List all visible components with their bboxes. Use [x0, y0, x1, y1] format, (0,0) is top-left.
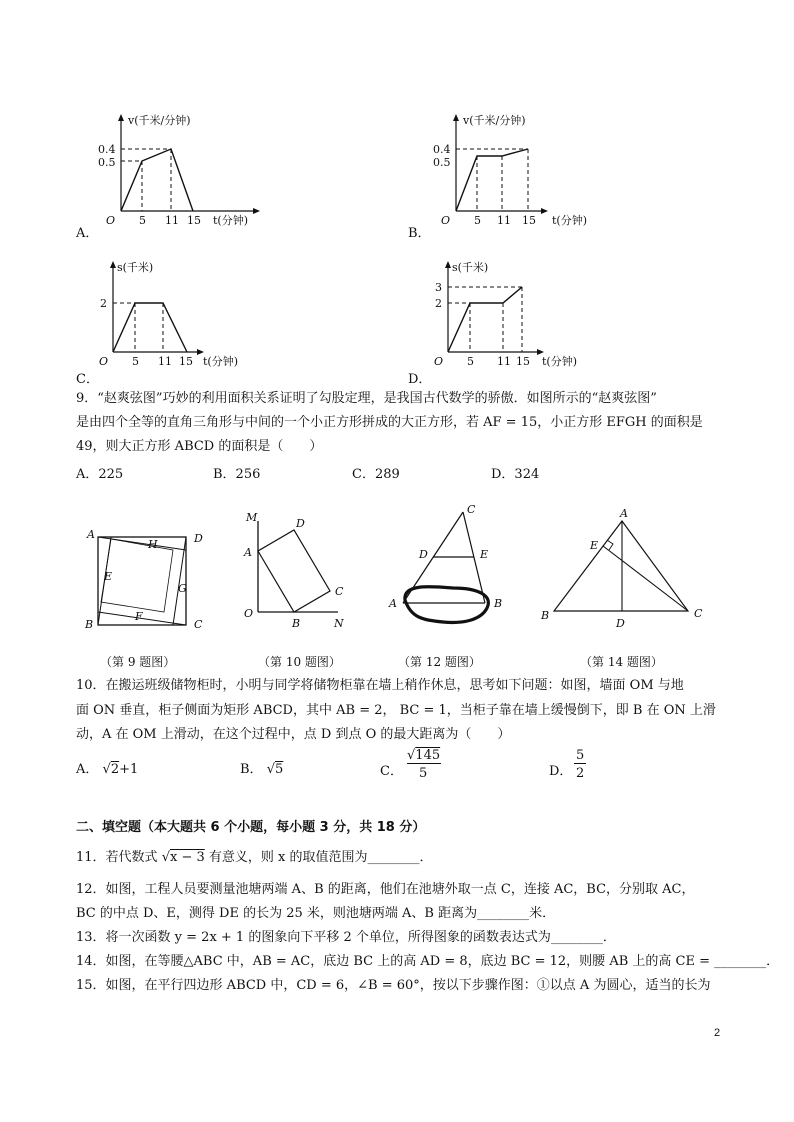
graph-a-x-label: t(分钟) [213, 214, 249, 226]
graph-b-ytick-1: 0.4 [433, 143, 451, 156]
q10-option-d-numerator: 5 [576, 748, 585, 763]
q10-option-d-prefix: D． [549, 764, 573, 779]
graph-d-origin: O [434, 355, 444, 368]
graph-b-letter[interactable]: B． [408, 226, 431, 241]
q9-line-2: 是由四个全等的直角三角形与中间的一个小正方形拼成的大正方形，若 AF = 15，小正方形 EFGH 的面积是 [76, 415, 703, 430]
graph-c-origin: O [99, 355, 109, 368]
figure-10 [238, 505, 358, 635]
q9-option-a[interactable]: A．225 [76, 467, 124, 482]
q11 [76, 849, 433, 867]
fig12-label-b: B [494, 597, 503, 610]
figure-9-caption: （第 9 题图） [100, 655, 176, 669]
q9-option-c[interactable]: C．289 [352, 467, 400, 482]
fig9-label-b: B [85, 618, 94, 631]
graph-d-x-label: t(分钟) [542, 355, 578, 368]
sqrt-symbol: √ [407, 748, 416, 763]
fig10-label-d: D [296, 517, 305, 530]
q14-line-1: 14．如图，在等腰△ABC 中，AB = AC，底边 BC 上的高 AD = 8，底边 BC = 12，则腰 AB 上的高 CE = ________． [76, 954, 780, 969]
q10-option-a-tail: +1 [119, 762, 139, 777]
figure-14-caption: （第 14 题图） [580, 655, 663, 669]
sqrt-symbol: √ [266, 762, 275, 777]
graph-c-xtick-1: 5 [132, 355, 139, 368]
figure-12 [383, 500, 513, 635]
fraction-bar [407, 763, 441, 764]
fig14-label-c: C [694, 607, 703, 620]
q11-post: 有意义，则 x 的取值范围为________． [208, 850, 433, 865]
fig9-label-e: E [104, 570, 113, 583]
graph-a-xtick-3: 15 [187, 214, 201, 226]
graph-a-letter[interactable]: A． [76, 226, 99, 241]
fig10-label-b: B [292, 617, 301, 630]
q10-option-a-radicand: 2 [110, 762, 120, 777]
graph-d [430, 255, 605, 370]
fig14-label-e: E [590, 539, 599, 552]
graph-a-xtick-2: 11 [165, 214, 179, 226]
graph-a-y-label: v(千米/分钟) [128, 114, 191, 127]
fig10-label-m: M [246, 511, 258, 524]
figure-10-caption: （第 10 题图） [258, 655, 341, 669]
graph-b-xtick-3: 15 [522, 214, 536, 226]
q10-option-a[interactable] [76, 758, 138, 777]
fig12-label-e: E [480, 548, 489, 561]
graph-c-ytick-1: 2 [100, 297, 107, 310]
fig14-label-a: A [620, 507, 628, 520]
q10-option-b[interactable] [240, 758, 283, 777]
fig9-label-h: H [148, 538, 158, 551]
graph-b-ytick-2: 0.5 [433, 156, 451, 169]
q12-line-2: BC 的中点 D、E，测得 DE 的长为 25 米，则池塘两端 A、B 距离为________米． [76, 906, 556, 921]
q9-line-3: 49，则大正方形 ABCD 的面积是（ ） [76, 439, 323, 454]
graph-b-x-label: t(分钟) [552, 214, 588, 226]
q10-option-b-radicand: 5 [275, 762, 284, 777]
figure-14 [538, 505, 713, 635]
figure-9 [80, 520, 215, 635]
graph-a-xtick-1: 5 [139, 214, 146, 226]
q9-line-1: 9．“赵爽弦图”巧妙的利用面积关系证明了勾股定理，是我国古代数学的骄傲．如图所示的“赵爽弦图” [76, 391, 657, 406]
q10-option-d-denominator: 2 [576, 766, 585, 781]
q9-option-d[interactable]: D．324 [491, 467, 540, 482]
fig9-label-c: C [194, 618, 203, 631]
graph-b-xtick-1: 5 [474, 214, 481, 226]
fig10-label-n: N [334, 617, 344, 630]
q9-option-b[interactable]: B．256 [213, 467, 261, 482]
fig14-label-d: D [616, 617, 625, 630]
q10-option-c-radicand: 145 [415, 748, 441, 763]
fig10-label-o: O [244, 607, 254, 620]
graph-d-ytick-2: 2 [435, 297, 442, 310]
graph-c-y-label: s(千米) [117, 261, 154, 274]
q11-pre: 11．若代数式 [76, 850, 158, 865]
page-number: 2 [714, 1027, 721, 1039]
graph-b-origin: O [441, 214, 451, 226]
graph-a-ytick-2: 0.5 [98, 156, 116, 169]
fig9-label-d: D [194, 532, 203, 545]
fig12-label-d: D [419, 548, 428, 561]
fig9-label-g: G [178, 582, 187, 595]
graph-b [430, 108, 600, 226]
fig10-label-a: A [244, 546, 252, 559]
fig10-label-c: C [335, 585, 344, 598]
q10-option-c-denominator: 5 [419, 766, 428, 781]
fig12-label-c: C [467, 503, 476, 516]
q10-option-c-numerator [407, 748, 440, 763]
sqrt-symbol: √ [161, 850, 170, 865]
sqrt-symbol: √ [102, 762, 111, 777]
q10-line-3: 动，A 在 OM 上滑动，在这个过程中，点 D 到点 O 的最大距离为（ ） [76, 727, 511, 742]
graph-d-xtick-2: 11 [497, 355, 511, 368]
graph-c-xtick-3: 15 [179, 355, 193, 368]
fig9-label-f: F [135, 610, 143, 623]
q13-line-1: 13．将一次函数 y = 2x + 1 的图象向下平移 2 个单位，所得图象的函数表达式为________． [76, 930, 616, 945]
graph-d-xtick-3: 15 [516, 355, 530, 368]
graph-c-xtick-2: 11 [158, 355, 172, 368]
graph-c-x-label: t(分钟) [203, 355, 239, 368]
q10-line-1: 10．在搬运班级储物柜时，小明与同学将储物柜靠在墙上稍作休息，思考如下问题：如图，墙面 OM 与地 [76, 678, 684, 693]
fraction-bar [574, 763, 586, 764]
q11-radicand: x − 3 [169, 850, 205, 865]
q15-line-1: 15．如图，在平行四边形 ABCD 中，CD = 6，∠B = 60°，按以下步骤作图：①以点 A 为圆心，适当的长为 [76, 978, 711, 993]
graph-a-ytick-1: 0.4 [98, 143, 116, 156]
section-2-title: 二、填空题（本大题共 6 个小题，每小题 3 分，共 18 分） [76, 820, 426, 835]
graph-d-letter[interactable]: D． [408, 372, 432, 387]
graph-b-y-label: v(千米/分钟) [463, 114, 526, 127]
q10-option-b-prefix: B． [240, 762, 263, 777]
graph-d-ytick-1: 3 [435, 281, 442, 294]
fig12-label-a: A [389, 597, 397, 610]
graph-d-xtick-1: 5 [467, 355, 474, 368]
q12-line-1: 12．如图，工程人员要测量池塘两端 A、B 的距离，他们在池塘外取一点 C，连接 AC，BC，分别取 AC， [76, 882, 695, 897]
q10-option-a-prefix: A． [76, 762, 99, 777]
graph-c-letter[interactable]: C． [76, 372, 99, 387]
fig14-label-b: B [541, 609, 550, 622]
figure-12-caption: （第 12 题图） [398, 655, 481, 669]
q10-option-c-prefix: C． [380, 764, 403, 779]
graph-b-xtick-2: 11 [497, 214, 511, 226]
graph-a-origin: O [106, 214, 116, 226]
graph-c [95, 255, 270, 370]
graph-d-y-label: s(千米) [452, 261, 489, 274]
graph-a [95, 108, 265, 226]
fig9-label-a: A [87, 528, 95, 541]
q10-line-2: 面 ON 垂直，柜子侧面为矩形 ABCD，其中 AB = 2， BC = 1，当柜子靠在墙上缓慢倒下，即 B 在 ON 上滑 [76, 703, 716, 718]
